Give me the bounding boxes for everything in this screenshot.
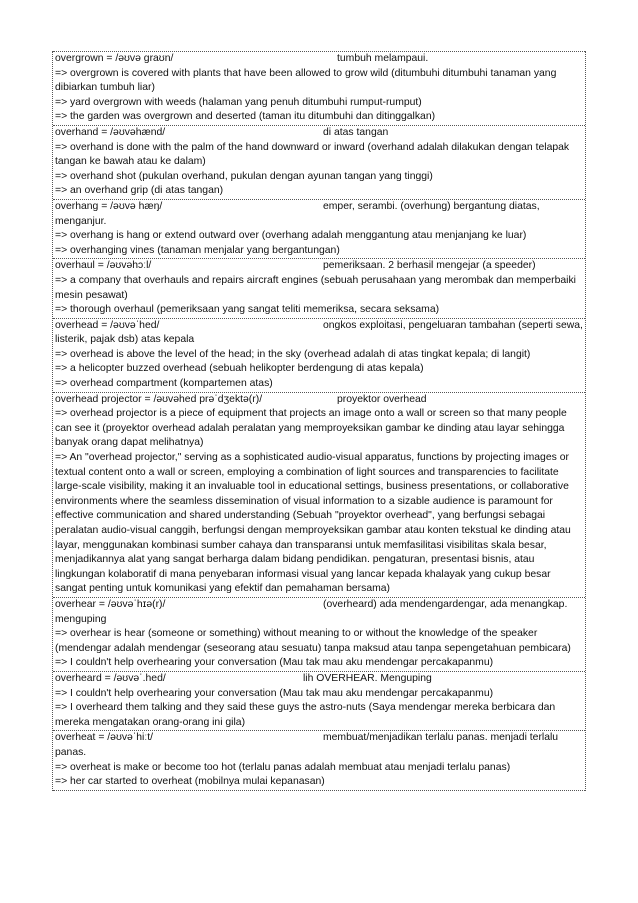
headword: overhand = /əʊvəhænd/ xyxy=(55,126,166,138)
gloss: pemeriksaan. 2 berhasil mengejar (a speeder) xyxy=(323,260,536,272)
dictionary-entry xyxy=(53,392,585,597)
example-line: => overhand is done with the palm of the hand downward or inward (overhand adalah dilakukan dengan telapak tangan ke bawah atau ke dalam) xyxy=(55,141,570,168)
example-line: => the garden was overgrown and deserted (taman itu ditumbuhi dan ditinggalkan) xyxy=(55,111,436,123)
dictionary-entry xyxy=(53,199,585,258)
gloss: ongkos exploitasi, pengeluaran tambahan (seperti sewa, listerik, pajak dsb) atas kepala xyxy=(55,319,583,346)
dictionary-entry xyxy=(53,597,585,671)
example-line: => yard overgrown with weeds (halaman yang penuh ditumbuhi rumput-rumput) xyxy=(55,96,422,108)
dictionary-entry xyxy=(53,730,585,790)
entry-headline xyxy=(55,598,583,627)
example-line: => thorough overhaul (pemeriksaan yang sangat teliti memeriksa, secara seksama) xyxy=(55,304,440,316)
headword: overhead = /əʊvəˈhed/ xyxy=(55,319,160,331)
headword: overgrown = /əʊvə graʊn/ xyxy=(55,53,174,64)
example-line: => an overhand grip (di atas tangan) xyxy=(55,185,224,197)
example-line: => overhead projector is a piece of equipment that projects an image onto a wall or screen so that many people can see it (proyektor overhead adalah peralatan yang memproyeksikan gambar ke dinding atau layar sehingga banyak orang dapat melihatnya) xyxy=(55,408,567,449)
example-line: => I couldn't help overhearing your conversation (Mau tak mau aku mendengar percakapanmu) xyxy=(55,657,494,669)
example-line: => An "overhead projector," serving as a sophisticated audio-visual apparatus, functions by projecting images or textual content onto a wall or screen, employing a combination of light sources and transparencies to facilitate large-scale visibility, making it an invaluable tool in educational settings, business presentations, or collaborative environments where the seamless dissemination of visual information to a sizable audience is paramount for effective communication and shared understanding (Sebuah "proyektor overhead", yang berfungsi sebagai peralatan audio-visual canggih, berfungsi dengan memproyeksikan gambar atau konten tekstual ke dinding atau layar, menggunakan kombinasi sumber cahaya dan transparansi untuk memfasilitasi visibilitas skala besar, menjadikannya alat yang sangat berharga dalam bidang pendidikan. pengaturan, presentasi bisnis, atau lingkungan kolaboratif di mana penyebaran informasi visual yang lancar kepada khalayak yang cukup besar sangat penting untuk komunikasi yang efektif dan pemahaman bersama) xyxy=(55,452,571,595)
example-line: => I couldn't help overhearing your conversation (Mau tak mau aku mendengar percakapanmu) xyxy=(55,687,494,699)
dictionary-entry xyxy=(53,671,585,730)
gloss: tumbuh melampaui. xyxy=(337,53,429,64)
gloss: emper, serambi. (overhung) bergantung diatas, menganjur. xyxy=(55,200,540,227)
gloss: membuat/menjadikan terlalu panas. menjadi terlalu panas. xyxy=(55,732,559,758)
gloss: (overheard) ada mendengardengar, ada menangkap. menguping xyxy=(55,598,568,625)
example-line: => overhear is hear (someone or something) without meaning to or without the knowledge of the speaker (mendengar adalah mendengar (seseorang atau sesuatu) tanpa maksud atau tanpa sepengetahuan pembicara) xyxy=(55,628,571,654)
entry-headline xyxy=(55,672,583,687)
headword: overheat = /əʊvəˈhiːt/ xyxy=(55,732,154,744)
headword: overheard = /əʊvəˈ.hed/ xyxy=(55,672,166,684)
example-line: => her car started to overheat (mobilnya mulai kepanasan) xyxy=(55,776,325,788)
entry-headline xyxy=(55,731,583,760)
entry-headline xyxy=(55,393,583,408)
gloss: proyektor overhead xyxy=(337,393,427,405)
dictionary-entry xyxy=(53,125,585,199)
headword: overhaul = /əʊvəhɔːl/ xyxy=(55,260,152,272)
dictionary-entry xyxy=(53,51,585,125)
entry-headline xyxy=(55,319,583,348)
example-line: => overhang is hang or extend outward over (overhang adalah menggantung atau menjanjang ke luar) xyxy=(55,230,527,242)
gloss: di atas tangan xyxy=(323,126,389,138)
headword: overhang = /əʊvə hæŋ/ xyxy=(55,200,163,212)
gloss: lih OVERHEAR. Menguping xyxy=(303,672,432,684)
dictionary-entry xyxy=(53,318,585,392)
example-line: => overhead is above the level of the head; in the sky (overhead adalah di atas tingkat kepala; di langit) xyxy=(55,348,531,360)
entry-headline xyxy=(55,126,583,141)
example-line: => I overheard them talking and they said these guys the astro-nuts (Saya mendengar mereka berbicara dan mereka mengatakan orang-orang ini gila) xyxy=(55,702,556,728)
example-line: => overheat is make or become too hot (terlalu panas adalah membuat atau menjadi terlalu panas) xyxy=(55,761,511,773)
entry-headline xyxy=(55,52,583,67)
dictionary-page xyxy=(52,51,586,791)
example-line: => a company that overhauls and repairs aircraft engines (sebuah perusahaan yang merombak dan memperbaiki mesin pesawat) xyxy=(55,274,576,301)
example-line: => overhead compartment (kompartemen atas) xyxy=(55,378,273,390)
headword: overhear = /əʊvəˈhɪə(r)/ xyxy=(55,598,166,610)
example-line: => overgrown is covered with plants that have been allowed to grow wild (ditumbuhi ditumbuhi tanaman yang dibiarkan tumbuh liar) xyxy=(55,67,557,94)
dictionary-entry xyxy=(53,258,585,317)
example-line: => a helicopter buzzed overhead (sebuah helikopter berdengung di atas kepala) xyxy=(55,363,424,375)
entry-headline xyxy=(55,259,583,274)
headword: overhead projector = /əʊvəhed prəˈdʒektə(r)/ xyxy=(55,393,263,405)
entry-headline xyxy=(55,200,583,229)
example-line: => overhand shot (pukulan overhand, pukulan dengan ayunan tangan yang tinggi) xyxy=(55,170,433,182)
example-line: => overhanging vines (tanaman menjalar yang bergantungan) xyxy=(55,244,340,256)
